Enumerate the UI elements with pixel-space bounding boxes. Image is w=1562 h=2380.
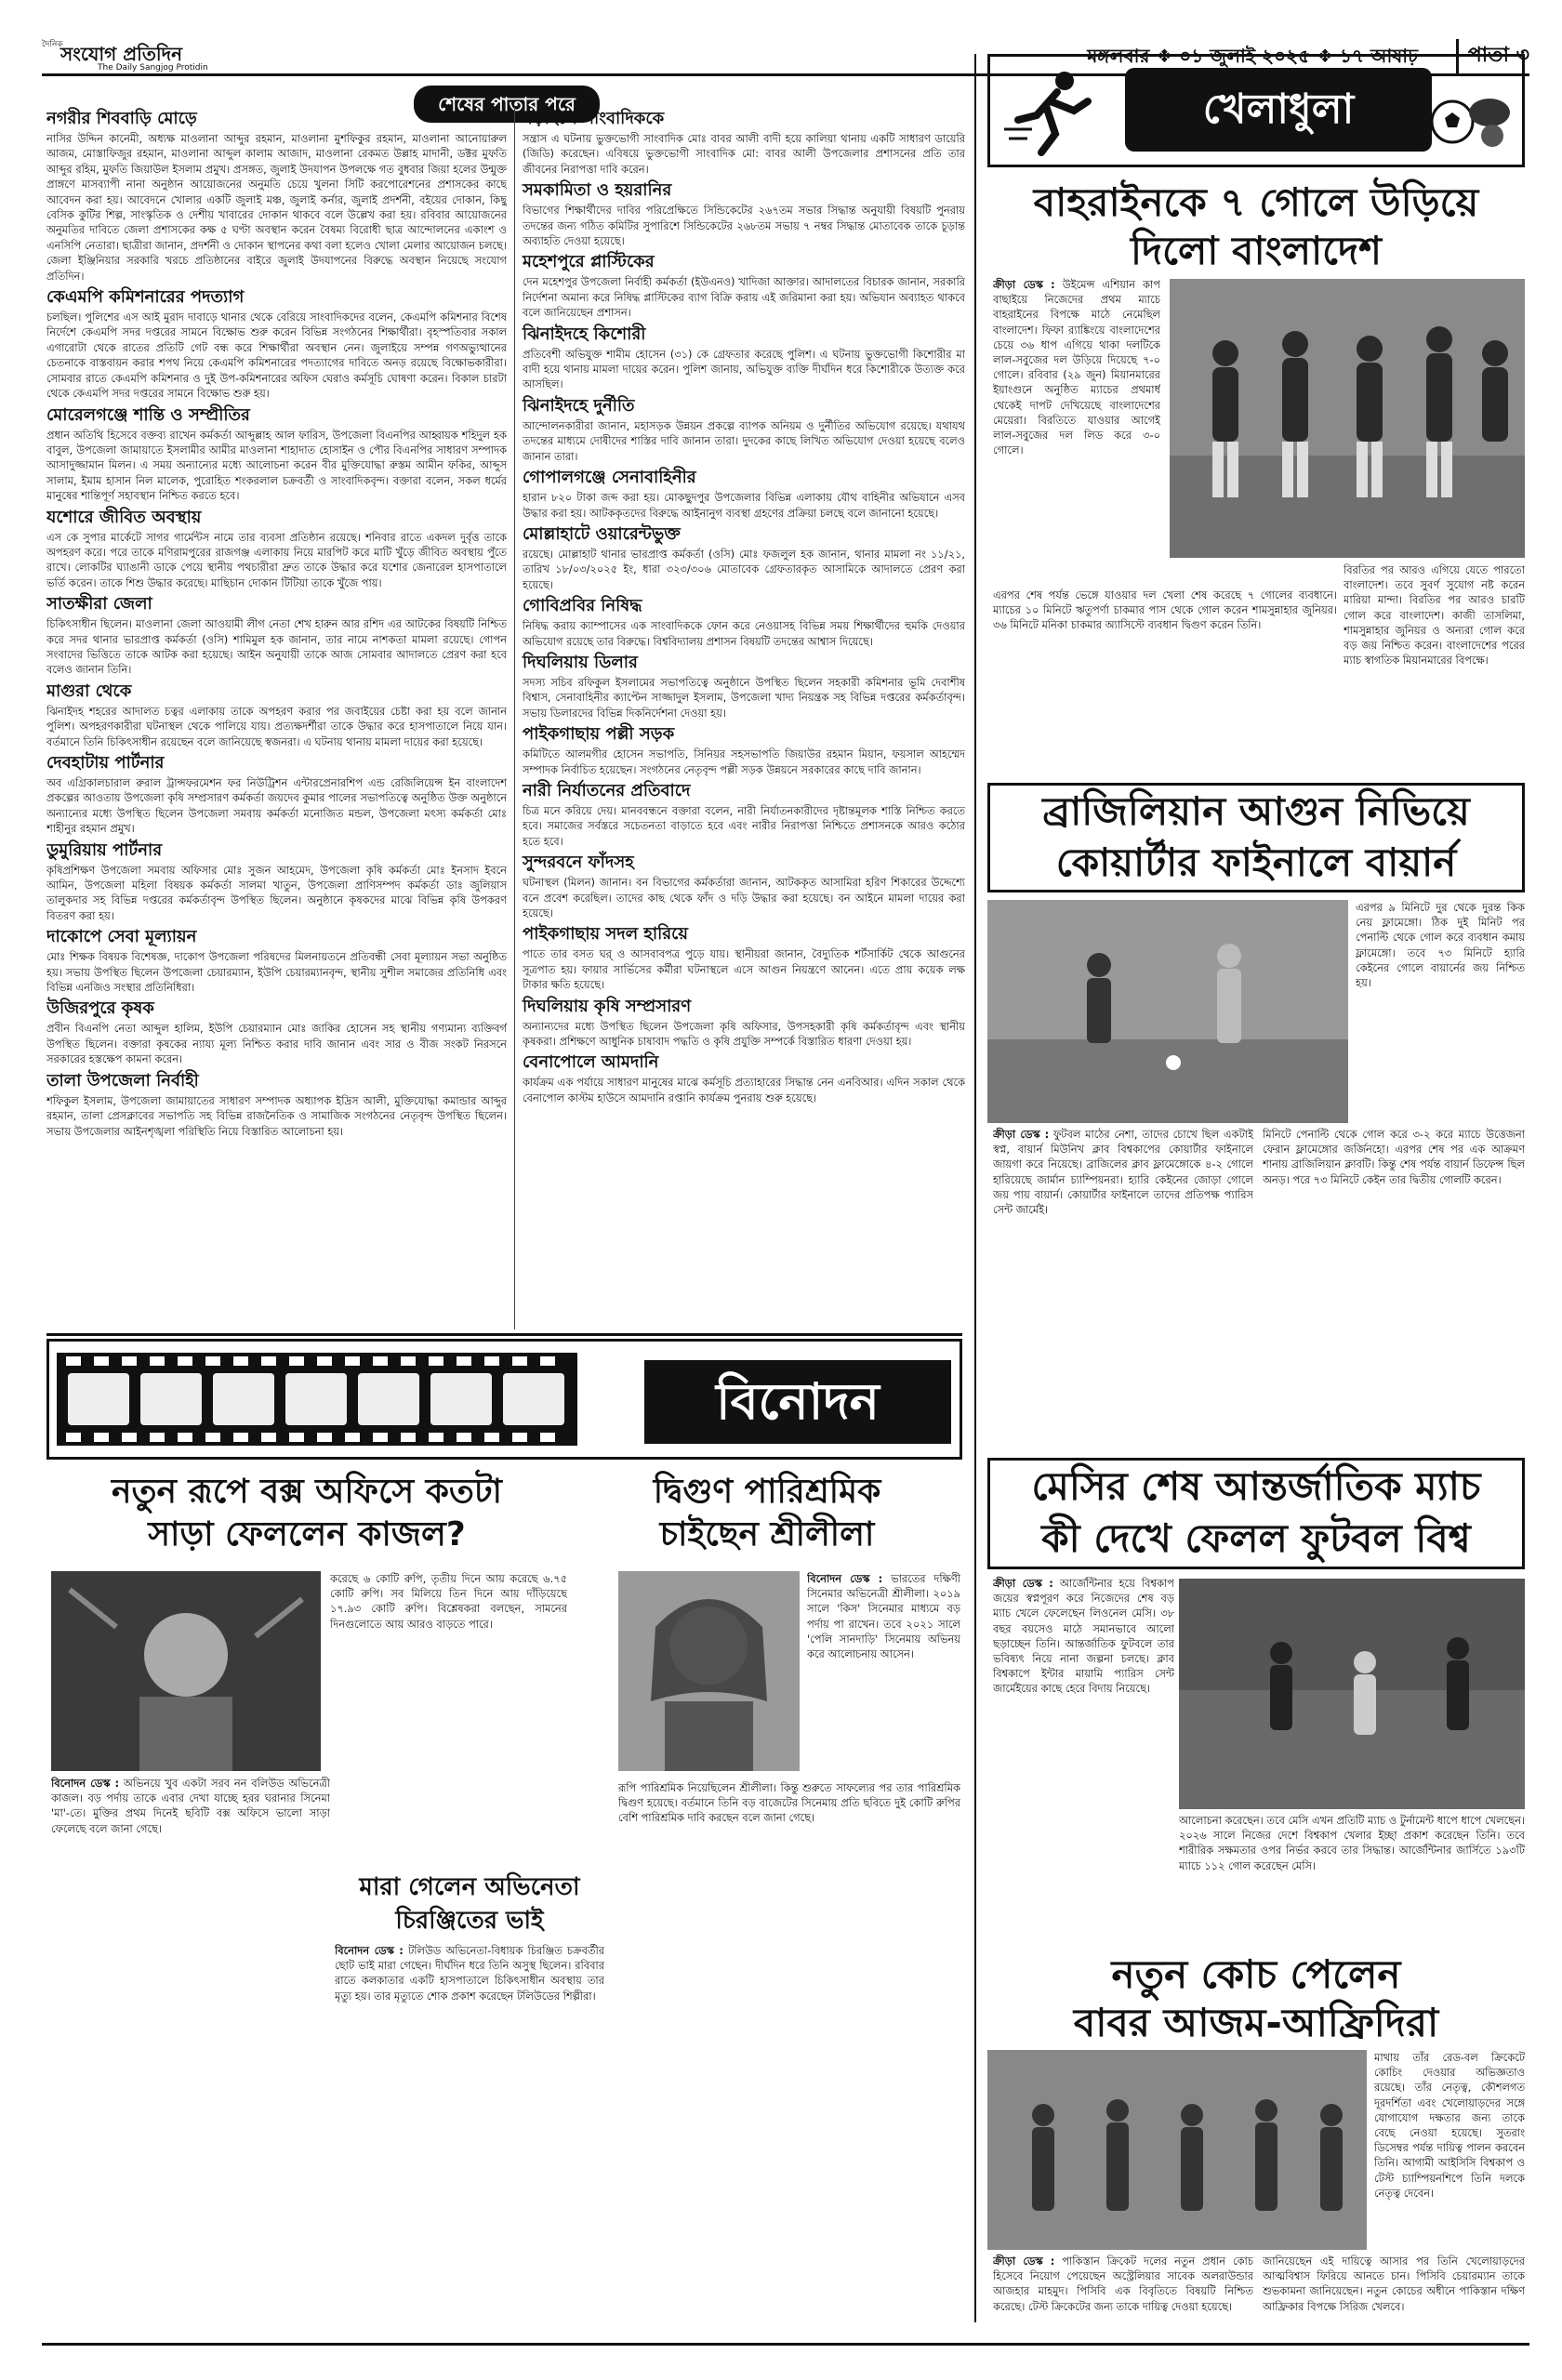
- article-body: আন্দোলনকারীরা জানান, মহাসড়ক উন্নয়ন প্রকল্পে ব্যাপক অনিয়ম ও দুর্নীতির অভিযোগ রয়েছে। যথাযথ তদন্তের মাধ্যমে দোষীদের শাস্তির দাবি জানান তারা। দুদকের কাছে লিখিত অভিযোগ দেওয়া হয়েছে বলেও জানান তারা।: [523, 418, 965, 463]
- article-body: চলছিল। পুলিশের এস আই মুরাদ দাবাড়ে থানার থেকে বেরিয়ে সাংবাদিকদের বলেন, কেএমপি কমিশনার বিশেষ নির্দেশে কেএমপি সদর দপ্তরের সামনে বিক্ষোভ শুরু করেন বিভিন্ন সংগঠনের শিক্ষার্থীরা। বৃহস্পতিবার সকাল এগারোটা থেকে রাতের প্রতিটি গেট বন্ধ করে শিক্ষার্থীরা অবস্থান নেন। জুলাইয়ে সম্পন্ন গণঅভ্যুত্থানের চেতনাকে বাস্তবায়ন করার শপথ নিয়ে কেএমপি কমিশনারের পদত্যাগের দাবিতে অনড় রয়েছে বিক্ষোভকারীরা। সোমবার রাতে কেএমপি কমিশনার ও দুই উপ-কমিশনারের অফিস ঘেরাও কর্মসূচি ঘোষণা করেন। বিকাল চারটা থেকে কেএমপি সদর দপ্তরের সামনে বিক্ষোভ শুরু হয়।: [46, 311, 507, 401]
- headline-line-1: ব্রাজিলিয়ান আগুন নিভিয়ে: [1042, 788, 1470, 834]
- column-divider: [974, 54, 976, 2322]
- article-headline[interactable]: মাগুরা থেকে: [46, 681, 132, 701]
- article-headline[interactable]: বেনাপোলে আমদানি: [523, 1052, 659, 1073]
- article-headline[interactable]: পাইকগাছায় পল্লী সড়ক: [523, 724, 675, 745]
- article-headline[interactable]: নগরীর শিববাড়ি মোড়ে: [46, 109, 197, 128]
- article-headline[interactable]: দিঘলিয়ায় কৃষি সম্প্রসারণ: [523, 996, 692, 1016]
- middle-news-column: [514, 107, 965, 1329]
- article-headline[interactable]: সুন্দরবনে ফাঁদসহ: [523, 853, 634, 873]
- story-bangladesh-body-cont: বিরতির পর আরও এগিয়ে যেতে পারতো বাংলাদেশ। তবে সুবর্ণ সুযোগ নষ্ট করেন মারিয়া মান্দা। বিরতির পর আরও চারটি গোল করে বাংলাদেশ। কাজী তাসলিমা, শামসুন্নাহার জুনিয়র ও অন্যরা গোল করে বড় জয় নিশ্চিত করেন। বাংলাদেশের পরের ম্যাচ স্বাগতিক মিয়ানমারের বিপক্ষে।: [1344, 563, 1525, 668]
- entertainment-section-title: বিনোদন: [644, 1360, 951, 1444]
- article-body: অন্যান্যদের মধ্যে উপস্থিত ছিলেন উপজেলা কৃষি অফিসার, উপসহকারী কৃষি কর্মকর্তাবৃন্দ এবং স্থানীয় কৃষকরা। প্রশিক্ষণে আধুনিক চাষাবাদ পদ্ধতি ও কৃষি প্রযুক্তি সম্পর্কে বিস্তারিত ধারণা দেওয়া হয়।: [523, 1019, 965, 1049]
- story-kajol-body: করেছে ৬ কোটি রুপি, তৃতীয় দিনে আয় করেছে ৬.৭৫ কোটি রুপি। সব মিলিয়ে তিন দিনে আয় দাঁড়িয়েছে ১৭.৯৩ কোটি রুপি। বিশ্লেষকরা বলছেন, সামনের দিনগুলোতে আয় আরও বাড়তে পারে।: [330, 1572, 567, 1631]
- article-headline[interactable]: পাইকগাছায় সদল হারিয়ে: [523, 924, 688, 945]
- sports-balls-icon: [1429, 85, 1513, 150]
- photo-kajol-film-still: [51, 1571, 321, 1771]
- byline: বিনোদন ডেস্ক :: [51, 1777, 120, 1790]
- article-body: পাতে তার বসত ঘর্ ও আসবাবপত্র পুড়ে যায়। স্থানীয়রা জানান, বৈদ্যুতিক শর্টসার্কিট থেকে আগুনের সূত্রপাত হয়। ফায়ার সার্ভিসের কর্মীরা ঘটনাস্থলে এসে আগুন নিয়ন্ত্রণে আনেন। এতে প্রায় কয়েক লক্ষ টাকার ক্ষতি হয়েছে।: [523, 947, 965, 992]
- headline-line-1: নতুন কোচ পেলেন: [1111, 1951, 1401, 1997]
- headline-line-2: কোয়ার্টার ফাইনালে বায়ার্ন: [1055, 840, 1457, 885]
- article-body: চিত্র মনে করিয়ে দেয়। মানববন্ধনে বক্তারা বলেন, নারী নির্যাতনকারীদের দৃষ্টান্তমূলক শাস্তি নিশ্চিত করতে হবে। সমাজের সর্বস্তরে সচেতনতা বাড়াতে হবে এবং নারীর নিরাপত্তা নিশ্চিতে প্রশাসনকে আরও কঠোর হতে হবে।: [523, 803, 965, 848]
- article-headline[interactable]: উজিরপুরে কৃষক: [46, 998, 154, 1019]
- headline-line-1: মারা গেলেন অভিনেতা: [359, 1873, 580, 1901]
- article-body: বিভাগের শিক্ষার্থীদের দাবির পরিপ্রেক্ষিতে সিন্ডিকেটের ২৬৭তম সভার সিদ্ধান্ত অনুযায়ী বিষয়টি পুনরায় তদন্তের জন্য গঠিত কমিটির সুপারিশে সিন্ডিকেটের ২৬৮তম সভায় ৭ নম্বর সিদ্ধান্ত মোতাবেক তাকে চূড়ান্ত অব্যাহতি দেওয়া হয়েছে।: [523, 204, 965, 248]
- byline: ক্রীড়া ডেস্ক :: [993, 2254, 1055, 2268]
- article-body: মোঃ শিক্ষক বিষয়ক বিশেষজ্ঞ, দাকোপ উপজেলা পরিষদের মিলনায়তনে প্রতিবন্ধী সেবা মূল্যায়ন সভা অনুষ্ঠিত হয়। সভায় উপস্থিত ছিলেন উপজেলা চেয়ারম্যান, ইউপি চেয়ারম্যানবৃন্দ, স্থানীয় সুশীল সমাজের প্রতিনিধি এবং বিভিন্ন এনজিও সংস্থার প্রতিনিধিরা।: [46, 950, 507, 995]
- story-bayern-lead: এরপর ৯ মিনিটে দুর থেকে দুরন্ত কিক নেয় ফ্লামেঙ্গো। ঠিক দুই মিনিট পর পেনাল্টি থেকে গোল করে ব্যবধান কমায় ফ্লামেঙ্গো। তবে ৭৩ মিনিটে হ্যারি কেইনের গোলে বায়ার্নের জয় নিশ্চিত হয়।: [1356, 901, 1525, 990]
- article-body: নাসির উদ্দিন কানেমী, অধ্যক্ষ মাওলানা আব্দুর রহমান, মাওলানা মুশফিকুর রহমান, মাওলানা আনোয়ারুল আজম, মোস্তাফিজুর রহমান, মাওলানা আব্দুল কালাম আজাদ, মাওলানা রেকমত উল্লাহ মাদানী, ডক্টর মুফতি আব্দুর রহিম, মুফতি জিয়াউল ইসলাম প্রমুখ। প্রসঙ্গত, জুলাই উদযাপন উপলক্ষে গত বুধবার জিয়া হলের উন্মুক্ত প্রাঙ্গণে মাসব্যাপী নানা অনুষ্ঠান আয়োজনের অনুমতি চেয়ে খুলনা সিটি করপোরেশনের প্রশাসকের কাছে আবেদন করা হয়। আবেদনে খোলার একটি জুলাই মঞ্চ, জুলাই কর্নার, জুলাই প্রদর্শনী, বইয়ের দোকান, কিছু বেসিক কুটির শিল্প, সাংস্কৃতিক ও দেশীয় খাবারের দোকান থাকবে বলে উল্লেখ করা হয়। রবিবার আয়োজনের অনুমতির দাবিতে জেলা প্রশাসকের কক্ষ ৫ ঘণ্টা অবস্থান করেন বৈষম্য বিরোধী ছাত্র আন্দোলনের একাংশ ও এনসিপি নেতারা। ছাত্রীরা জানান, প্রদর্শনী ও দোকান স্থাপনের কথা বলা হলেও খোলা মেলার আয়োজন চলছে। জেলা ইঞ্জিনিয়ার সরকারি খরচে প্রতিষ্ঠানের বাইরে জুলাই উদযাপনের বিরুদ্ধে অবস্থান নিয়েছে সংযোগ প্রতিদিন।: [46, 132, 507, 283]
- headline-line-2: বাবর আজম-আফ্রিদিরা: [1073, 2000, 1439, 2045]
- article-headline[interactable]: দাকোপে সেবা মূল্যায়ন: [46, 927, 197, 947]
- article-body: দেন মহেশপুর উপজেলা নির্বাহী কর্মকর্তা (ইউএনও) খাদিজা আক্তার। আদালতের বিচারক জানান, সরকারি নির্দেশনা অমান্য করে নিষিদ্ধ প্লাস্টিকের ব্যাগ বিক্রি করায় এই জরিমানা করা হয়। অভিযান অব্যাহত থাকবে বলে জানিয়েছেন প্রশাসন।: [523, 275, 965, 320]
- headline-line-2: কী দেখে ফেলল ফুটবল বিশ্ব: [1041, 1515, 1471, 1561]
- article-body: কমিটিতে আলমগীর হোসেন সভাপতি, সিনিয়র সহসভাপতি জিয়াউর রহমান মিয়ান, ফয়সাল আহম্মেদ সম্পাদক নির্বাচিত হয়েছেন। সংগঠনের নেতৃবৃন্দ পল্লী সড়ক উন্নয়নে সরকারের কাছে দাবি জানান।: [523, 747, 965, 776]
- story-messi-headline[interactable]: [987, 1458, 1525, 1569]
- section-divider: [46, 1333, 962, 1336]
- article-headline[interactable]: নড়াইলে সাংবাদিককে: [523, 109, 665, 128]
- story-bayern-body-cont: মিনিটে পেনাল্টি থেকে গোল করে ৩-২ করে ম্যাচে উত্তেজনা ফেরান ফ্লামেঙ্গোর জর্জিনহো। এরপর শেষ পর এক আক্রমণ শানায় ব্রাজিলিয়ান ক্লাবটি। কিন্তু শেষ পর্যন্ত বায়ার্ন ডিফেন্স ছিল অনড়। পরে ৭৩ মিনিটে কেইন তার দ্বিতীয় গোলটি করেন।: [1263, 1128, 1525, 1186]
- story-sreeleela-headline[interactable]: [576, 1471, 958, 1556]
- headline-line-2: চিরঞ্জিতের ভাই: [395, 1907, 544, 1935]
- photo-messi-match: [1179, 1579, 1525, 1809]
- story-body: ভারতের দক্ষিণী সিনেমার অভিনেত্রী শ্রীলীলা। ২০১৯ সালে 'কিস' সিনেমার মাধ্যমে বড় পর্দায় পা রাখেন। তবে ২০২১ সালে 'পেলি সানদাড়ি' সিনেমায় অভিনয় করে আলোচনায় আসেন।: [807, 1572, 960, 1661]
- article-headline[interactable]: গোবিপ্রবির নিষিদ্ধ: [523, 596, 642, 616]
- article-headline[interactable]: কেএমপি কমিশনারের পদত্যাগ: [46, 287, 245, 308]
- story-sreeleela-body: রূপি পারিশ্রমিক নিয়েছিলেন শ্রীলীলা। কিন্তু শুরুতে সাফল্যের পর তার পারিশ্রমিক দ্বিগুণ হয়েছে। বর্তমানে তিনি বড় বাজেটের সিনেমায় প্রতি ছবিতে দুই কোটি রুপির বেশি পারিশ্রমিক দাবি করছেন বলে জানা গেছে।: [618, 1781, 960, 1825]
- story-body: টলিউড অভিনেতা-বিধায়ক চিরঞ্জিত চক্রবর্তীর ছোট ভাই মারা গেছেন। দীর্ঘদিন ধরে তিনি অসুস্থ ছিলেন। রবিবার রাতে কলকাতার একটি হাসপাতালে চিকিৎসাধীন অবস্থায় তার মৃত্যু হয়। তার মৃত্যুতে শোক প্রকাশ করেছেন টলিউডের শিল্পীরা।: [335, 1944, 604, 2003]
- photo-pakistan-cricket-team: [987, 2050, 1367, 2250]
- story-body: আর্জেন্টিনার হয়ে বিশ্বকাপ জয়ের স্বপ্নপূরণ করে নিজেদের শেষ বড় ম্যাচ খেলে ফেলেছেন লিওনেল মেসি। ৩৮ বছর বয়সেও মাঠে সমানভাবে আলো ছড়াচ্ছেন তিনি। আন্তর্জাতিক ফুটবলে তার ভবিষ্যৎ নিয়ে নানা জল্পনা চলছে। ক্লাব বিশ্বকাপে ইন্টার মায়ামি প্যারিস সেন্ট জার্মেইয়ের কাছে হেরে বিদায় নিয়েছে।: [993, 1577, 1174, 1696]
- logo-name: সংযোগ প্রতিদিন: [60, 43, 183, 65]
- story-pakistan-coach-headline[interactable]: [987, 1950, 1525, 2047]
- byline: ক্রীড়া ডেস্ক :: [993, 1128, 1050, 1141]
- photo-bangladesh-women-team: [1170, 279, 1525, 558]
- byline: বিনোদন ডেস্ক :: [807, 1572, 883, 1585]
- article-body: ঝিনাইদহ শহরের আদালত চত্বর এলাকায় তাকে অপহরণ করার পর জবাইয়ের চেষ্টা করা হয় বলে জানান পুলিশ। অপহরণকারীরা ঘটনাস্থল থেকে পালিয়ে যায়। প্রত্যক্ষদর্শীরা তাকে উদ্ধার করে হাসপাতালে নিয়ে যান। বর্তমানে তিনি চিকিৎসাধীন রয়েছেন বলে জানিয়েছে স্বজনরা। এ ঘটনায় থানায় মামলা দায়ের করা হয়েছে।: [46, 704, 507, 748]
- logo-prefix: দৈনিক: [42, 40, 63, 49]
- byline: ক্রীড়া ডেস্ক :: [993, 1577, 1053, 1590]
- page-number: পাতা ৩: [1456, 39, 1529, 73]
- headline-line-2: চাইছেন শ্রীলীলা: [659, 1515, 875, 1554]
- byline: ক্রীড়া ডেস্ক :: [993, 278, 1055, 291]
- story-messi-body: আলোচনা করেছেন। তবে মেসি এখন প্রতিটি ম্যাচ ও টুর্নামেন্ট ধাপে ধাপে খেলছেন। ২০২৬ সালে নিজের দেশে বিশ্বকাপ খেলার ইচ্ছা প্রকাশ করেছেন তিনি। তবে শারীরিক সক্ষমতার ওপর নির্ভর করবে তার সিদ্ধান্ত। আর্জেন্টিনার জার্সিতে ১৯৩টি ম্যাচে ১১২ গোল করেছেন মেসি।: [1179, 1814, 1525, 1872]
- newspaper-logo[interactable]: [42, 37, 246, 73]
- article-body: নিষিদ্ধ করায় ক্যাম্পাসের এক সাংবাদিককে ফোন করে নেওয়াসহ বিভিন্ন সময় শিক্ষার্থীদের হুমকি দেওয়ার অভিযোগ রয়েছে তার বিরুদ্ধে। বিশ্ববিদ্যালয় প্রশাসন বিষয়টি তদন্তের আশ্বাস দিয়েছে।: [523, 619, 965, 648]
- headline-line-1: বাহরাইনকে ৭ গোলে উড়িয়ে: [1033, 179, 1479, 225]
- article-body: প্রবীন বিএনপি নেতা আব্দুল হালিম, ইউপি চেয়ারম্যান মোঃ জাকির হোসেন সহ স্থানীয় গণ্যমান্য ব্যক্তিবর্গ উপস্থিত ছিলেন। বক্তারা কৃষকের ন্যায্য মূল্য নিশ্চিত করার দাবি জানান এবং সার ও বীজ সংকট নিরসনে সরকারের হস্তক্ষেপ কামনা করেন।: [46, 1022, 507, 1066]
- story-kajol-lead: [51, 1776, 330, 2334]
- article-headline[interactable]: মোল্লাহাটে ওয়ারেন্টভুক্ত: [523, 523, 681, 544]
- story-bangladesh-headline[interactable]: [987, 178, 1525, 275]
- photo-sreeleela-portrait: [618, 1571, 800, 1771]
- story-messi-lead: [993, 1576, 1174, 1901]
- article-headline[interactable]: সাতক্ষীরা জেলা: [46, 594, 152, 615]
- headline-line-1: দ্বিগুণ পারিশ্রমিক: [653, 1473, 881, 1511]
- article-body: প্রধান অতিথি হিসেবে বক্তব্য রাখেন কর্মকর্তা আব্দুল্লাহ আল ফারিস, উপজেলা বিএনপির আহ্বায়ক শহিদুল হক বাবুল, উপজেলা জামায়াতে ইসলামীর আমীর মাওলানা শাহাদাত হোসাইন ও পৌর বিএনপির সাধারণ সম্পাদক আসাদুজ্জামান মিলন। এ সময় অন্যান্যের মধ্যে আলোচনা করেন বীর মুক্তিযোদ্ধা রুস্তম আমীন ফকির, আব্দুস সালাম, ইমাম হাসান নিল মালেক, পুরোহিত শংকরলাল চক্রবর্তী ও সাংবাদিকবৃন্দ। বক্তারা বলেন, সকল ধর্মের মানুষের শান্তিপূর্ণ সহাবস্থান নিশ্চিত করতে হবে।: [46, 428, 507, 503]
- article-headline[interactable]: তালা উপজেলা নির্বাহী: [46, 1070, 199, 1091]
- sports-section-header: [987, 54, 1525, 167]
- article-body: সন্ত্রাস এ ঘটনায় ভুক্তভোগী সাংবাদিক মোঃ বাবর আলী বাদী হয়ে কালিয়া থানায় একটি সাধারণ ডায়েরি (জিডি) করেছেন। এবিষয়ে ভুক্তভোগী সাংবাদিক মো: বাবর আলী উপজেলার প্রশাসনের প্রতি তার জীবনের নিরাপত্তা দাবি করেন।: [523, 132, 965, 176]
- story-chiranjeet-headline[interactable]: [335, 1871, 604, 1937]
- headline-line-1: নতুন রূপে বক্স অফিসে কতটা: [111, 1473, 502, 1511]
- byline: বিনোদন ডেস্ক :: [335, 1944, 404, 1957]
- left-news-column: [46, 107, 507, 1329]
- headline-line-1: মেসির শেষ আন্তর্জাতিক ম্যাচ: [1031, 1463, 1481, 1509]
- article-body: অব এগ্রিকালচারাল রুরাল ট্রান্সফরমেশন ফর নিউট্রিশন এন্টারপ্রেনারশিপ এন্ড রেজিলিয়েন্স ইন বাংলাদেশ প্রকল্পের আওতায় উপজেলা কৃষি সম্প্রসারণ কর্মকর্তা জয়দেব কুমার পালের সভাপতিত্বে অনুষ্ঠিত উক্ত অনুষ্ঠানে অন্যান্যের মধ্যে উপস্থিত ছিলেন উপজেলা সমবায় কর্মকর্তা মনোজিত মন্ডল, উপজেলা মৎস্য কর্মকর্তা মোঃ শাহীনুর রহমান প্রমুখ।: [46, 776, 507, 836]
- page-bottom-rule: [42, 2343, 1529, 2346]
- article-body: সদস্য সচিব রফিকুল ইসলামের সভাপতিত্বে অনুষ্ঠানে উপস্থিত ছিলেন সহকারী কমিশনার ভূমি দেবাশীষ বিশ্বাস, সেনাবাহিনীর ক্যাপ্টেন সাজ্জাদুল ইসলাম, উপজেলা খাদ্য নিয়ন্ত্রক সহ বিভিন্ন দপ্তরের কর্মকর্তাবৃন্দ। সভায় ডিলারদের বিভিন্ন দিকনির্দেশনা দেওয়া হয়।: [523, 675, 965, 720]
- article-headline[interactable]: সমকামিতা ও হয়রানির: [523, 180, 672, 201]
- headline-line-2: দিলো বাংলাদেশ: [1131, 228, 1382, 273]
- article-headline[interactable]: ঝিনাইদহে কিশোরী: [523, 324, 646, 344]
- dateline: মঙ্গলবার ❖ ০১ জুলাই ২০২৫ ❖ ১৭ আষাঢ়: [1087, 45, 1418, 67]
- story-body: উইমেন্স এশিয়ান কাপ বাছাইয়ে নিজেদের প্রথম ম্যাচে বাহরাইনের বিপক্ষে মাঠে নেমেছিল বাংলাদেশ। ফিফা র‌্যাঙ্কিংয়ে বাংলাদেশের চেয়ে ৩৬ ধাপ এগিয়ে থাকা দলটিকে লাল-সবুজের দল উড়িয়ে দিয়েছে ৭-০ গোলে। রবিবার (২৯ জুন) মিয়ানমারের ইয়াংগুনে অনুষ্ঠিত ম্যাচের প্রথমার্ধ থেকেই দাপট দেখিয়েছে বাংলাদেশের মেয়েরা। বিরতিতে যাওয়ার আগেই লাল-সবুজের দল লিড করে ৩-০ গোলে।: [993, 278, 1160, 457]
- filmstrip-icon: [57, 1353, 577, 1446]
- article-headline[interactable]: মহেশপুরে প্লাস্টিকের: [523, 252, 655, 272]
- continued-section-banner: শেষের পাতার পরে: [414, 86, 600, 123]
- article-headline[interactable]: দেবহাটায় পার্টনার: [46, 753, 165, 773]
- headline-line-2: সাড়া ফেললেন কাজল?: [148, 1515, 466, 1554]
- article-headline[interactable]: ডুমুরিয়ায় পার্টনার: [46, 840, 163, 860]
- article-headline[interactable]: যশোরে জীবিত অবস্থায়: [46, 507, 202, 527]
- article-body: রয়েছে। মোল্লাহাট থানার ভারপ্রাপ্ত কর্মকর্তা (ওসি) মোঃ ফজলুল হক জানান, থানার মামলা নং ১১/২১, তারিখ ১৮/০৩/২০২৫ ইং, ধারা ৩২৩/৩০৬ মোতাবেক গ্রেফতারকৃত আসামিকে আদালতে প্রেরণ করা হয়েছে।: [523, 547, 965, 591]
- article-headline[interactable]: দিঘলিয়ায় ডিলার: [523, 652, 638, 672]
- story-pakistan-coach-body: [993, 2254, 1253, 2342]
- article-body: কৃষিপ্রশিক্ষণ উপজেলা সমবায় অফিসার মোঃ সুজন আহমেদ, উপজেলা কৃষি কর্মকর্তা মোঃ ইনসাদ ইবনে আমিন, উপজেলা মহিলা বিষয়ক কর্মকর্তা সালমা খাতুন, উপজেলা প্রাণিসম্পদ কর্মকর্তা ডাঃ জুলিয়াস তালুকদার সহ বিভিন্ন দপ্তরের কর্মকর্তাবৃন্দ উপস্থিত ছিলেন। অনুষ্ঠানে কৃষকদের মাঝে বিভিন্ন কৃষি উপকরণ বিতরণ করা হয়।: [46, 863, 507, 922]
- logo-english: The Daily Sangjog Protidin: [98, 63, 208, 73]
- story-body: ফুটবল মাঠের নেশা, তাদের চোখে ছিল একটাই স্বপ্ন, বায়ার্ন মিউনিখ ক্লাব বিশ্বকাপের কোয়ার্টার ফাইনালে জায়গা করে নিয়েছে। ব্রাজিলের ক্লাব ফ্লামেঙ্গোকে ৪-২ গোলে হারিয়েছে জার্মান চ্যাম্পিয়নরা। হ্যারি কেইনের জোড়া গোলে জয় পায় বায়ার্ন। কোয়ার্টার ফাইনালে তাদের প্রতিপক্ষ প্যারিস সেন্ট জার্মেই।: [993, 1128, 1253, 1217]
- story-bangladesh-body: এরপর শেষ পর্যন্ত ভেঙ্গে যাওয়ার দল খেলা শেষ করেছে ৭ গোলের ব্যবধানে। ম্যাচের ১০ মিনিটে ঋতুপর্ণা চাকমার পাস থেকে গোল করেন শামসুন্নাহার জুনিয়র। ৩৬ মিনিটে মনিকা চাকমার অ্যাসিস্টে ব্যবধান দ্বিগুণ করেন তিনি।: [993, 588, 1337, 632]
- story-sreeleela-lead: [807, 1571, 960, 1776]
- article-headline[interactable]: গোপালগঞ্জে সেনাবাহিনীর: [523, 468, 696, 488]
- story-pakistan-coach-lead: মাথায় তাঁর রেড-বল ক্রিকেটে কোচিং দেওয়ার অভিজ্ঞতাও রয়েছে। তাঁর নেতৃত্ব, কৌশলগত দূরদর্শিতা এবং খেলোয়াড়দের সঙ্গে যোগাযোগ দক্ষতার জন্য তাকে বেছে নেওয়া হয়েছে। সুতরাং ডিসেম্বর পর্যন্ত দায়িত্ব পালন করবেন তিনি। আগামী আইসিসি বিশ্বকাপ ও টেস্ট চ্যাম্পিয়নশিপে তিনি দলকে নেতৃত্ব দেবেন।: [1374, 2051, 1525, 2200]
- story-kajol-headline[interactable]: [46, 1471, 567, 1556]
- article-headline[interactable]: নারী নির্যাতনের প্রতিবাদে: [523, 780, 691, 800]
- article-body: এস কে সুপার মার্কেটে সাগর গার্মেন্টস নামে তার ব্যবসা প্রতিষ্ঠান রয়েছে। শনিবার রাতে একদল দুর্বৃত্ত তাকে অপহরণ করে। পরে তাকে মণিরামপুরের রাজগঞ্জ এলাকায় নিয়ে মারপিট করে মাটি খুঁড়ে জীবিত অবস্থায় পুঁতে রাখে। লোকটির ঘ্যাঙানী ডাকে পেয়ে স্থানীয় পথচারীরা দ্রুত তাকে উদ্ধার করে যশোর জেনারেল হাসপাতালে ভর্তি করেন। তাকে শিশু উদ্ধার করেছে। মাছিচান দোকান টিটিয়া তাকে খুঁজে পায়।: [46, 530, 507, 589]
- article-body: কার্যক্রম এক পর্যায়ে সাধারণ মানুষের মাঝে কর্মসূচি প্রত্যাহারের সিদ্ধান্ত নেন এনবিআর। এদিন সকাল থেকে বেনাপোল কাস্টম হাউসে আমদানি রপ্তানি কার্যক্রম পুনরায় শুরু হয়েছে।: [523, 1076, 965, 1104]
- story-pakistan-coach-body-cont: জানিয়েছেন এই দায়িত্বে আসার পর তিনি খেলোয়াড়দের আত্মবিশ্বাস ফিরিয়ে আনতে চান। পিসিবি চেয়ারম্যান তাকে শুভকামনা জানিয়েছেন। নতুন কোচের অধীনে পাকিস্তান দক্ষিণ আফ্রিকার বিপক্ষে সিরিজ খেলবে।: [1263, 2254, 1525, 2313]
- story-chiranjeet-body: [335, 1943, 604, 2334]
- article-headline[interactable]: মোরেলগঞ্জে শান্তি ও সম্প্রীতির: [46, 404, 250, 425]
- article-body: হারান ৮২০ টাকা জব্দ করা হয়। মোকছুদপুর উপজেলার বিভিন্ন এলাকায় যৌথ বাহিনীর অভিযানে এসব উদ্ধার করা হয়। আটককৃতদের বিরুদ্ধে আইনানুগ ব্যবস্থা গ্রহণের প্রক্রিয়া চলছে বলে জানানো হয়েছে।: [523, 491, 965, 520]
- photo-bayern-flamengo-match: [987, 900, 1348, 1123]
- runner-icon: [999, 64, 1102, 157]
- article-body: শফিকুল ইসলাম, উপজেলা জামায়াতের সাধারণ সম্পাদক অধ্যাপক ইদ্রিস আলী, মুক্তিযোদ্ধা কমান্ডার আব্দুর রহমান, তালা প্রেসক্লাবের সভাপতি সহ বিভিন্ন রাজনৈতিক ও সামাজিক সংগঠনের নেতৃবৃন্দ উপস্থিত ছিলেন। সভায় উপজেলার আইনশৃঙ্খলা পরিস্থিতি নিয়ে বিস্তারিত আলোচনা হয়।: [46, 1093, 507, 1138]
- article-body: প্রতিবেশী অভিযুক্ত শামীম হোসেন (৩১) কে গ্রেফতার করেছে পুলিশ। এ ঘটনায় ভুক্তভোগী কিশোরীর মা বাদী হয়ে থানায় মামলা দায়ের করেন। পুলিশ জানায়, অভিযুক্ত ব্যক্তি দীর্ঘদিন ধরে কিশোরীকে উত্যক্ত করে আসছিল।: [523, 347, 965, 391]
- story-bangladesh-lead: [993, 277, 1160, 588]
- article-body: চিকিৎসাধীন ছিলেন। মাওলানা জেলা আওয়ামী লীগ নেতা শেখ হারুন আর রশিদ এর আটকের বিষয়টি নিশ্চিত করে সদর থানার ভারপ্রাপ্ত কর্মকর্তা (ওসি) শামিমুল হক জানান, তার নামে নাশকতা মামলা রয়েছে। গোপন সংবাদের ভিত্তিতে তাকে আটক করা হয়েছে। আইন অনুযায়ী তাকে আজ সোমবার আদালতে প্রেরণ করা হবে বলেও জানান তিনি।: [46, 617, 507, 677]
- article-body: ঘটনাস্থল (মিলন) জানান। বন বিভাগের কর্মকর্তারা জানান, আটককৃত আসামিরা হরিণ শিকারের উদ্দেশ্যে বনে প্রবেশ করেছিল। তাদের কাছ থেকে ফাঁদ ও দড়ি উদ্ধার করা হয়েছে। বন আইনে মামলা দায়ের করা হয়েছে।: [523, 876, 965, 919]
- story-body: অভিনয়ে খুব একটা সরব নন বলিউড অভিনেত্রী কাজল। বড় পর্দায় তাকে এবার দেখা যাচ্ছে হরর ঘরানার সিনেমা 'মা'-তে। মুক্তির প্রথম দিনেই ছবিটি বক্স অফিসে ভালো সাড়া ফেলেছে বলে জানা গেছে।: [51, 1777, 330, 1835]
- story-bayern-headline[interactable]: [987, 783, 1525, 892]
- story-bayern-body: [993, 1127, 1253, 1452]
- entertainment-section-header: [46, 1339, 962, 1460]
- article-headline[interactable]: ঝিনাইদহে দুর্নীতি: [523, 395, 635, 416]
- sports-section-title: খেলাধুলা: [1125, 68, 1432, 152]
- story-body: পাকিস্তান ক্রিকেট দলের নতুন প্রধান কোচ হিসেবে নিয়োগ পেয়েছেন অস্ট্রেলিয়ার সাবেক অলরাউন্ডার আজহার মাহমুদ। পিসিবি এক বিবৃতিতে বিষয়টি নিশ্চিত করেছে। টেস্ট ক্রিকেটের জন্য তাকে দায়িত্ব দেওয়া হয়েছে।: [993, 2254, 1253, 2313]
